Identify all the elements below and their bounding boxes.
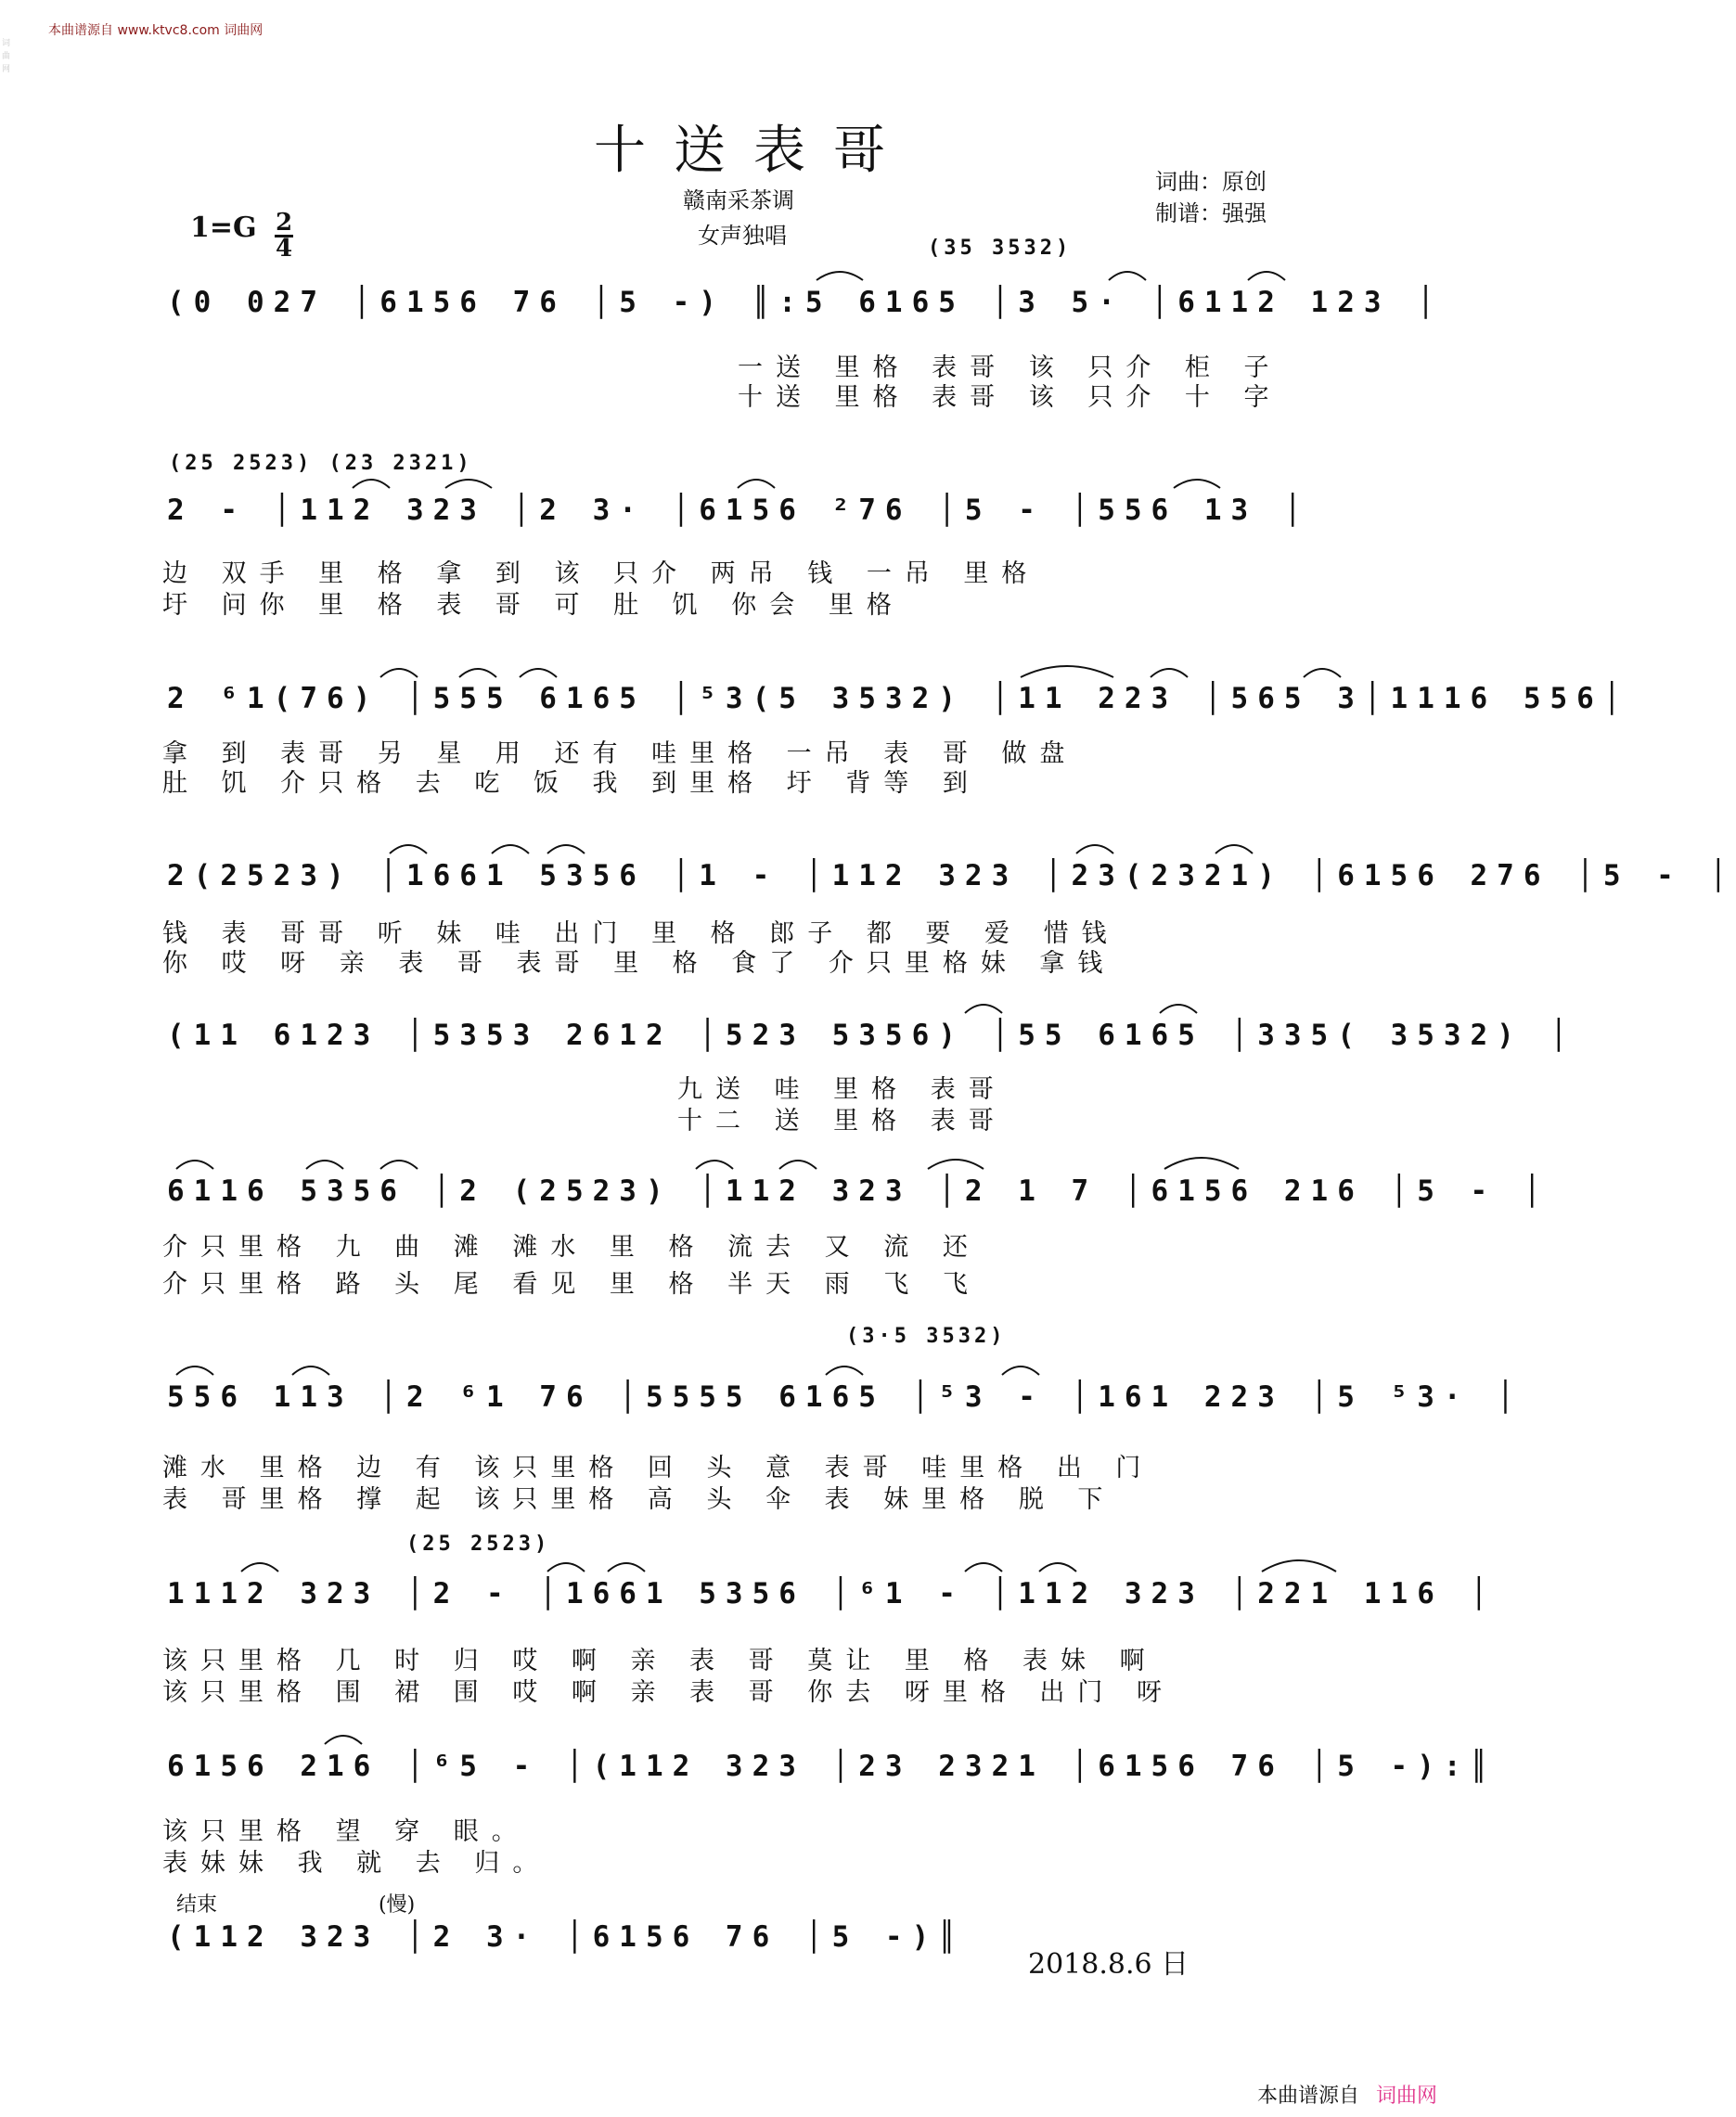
slur-mark <box>779 1161 817 1169</box>
grace-notes-1: (35 3532) <box>928 237 1073 260</box>
slur-mark <box>547 1563 585 1572</box>
slur-mark <box>492 845 529 853</box>
lyric-line-7a: 滩水 里格 边 有 该只里格 回 头 意 表哥 哇里格 出 门 <box>162 1454 1154 1482</box>
slur-mark <box>1248 272 1285 280</box>
footer-source: 本曲谱源自 <box>1257 2085 1360 2108</box>
slur-mark <box>965 1563 1002 1572</box>
lyric-line-3a: 拿 到 表哥 另 星 用 还有 哇里格 一吊 表 哥 做盘 <box>162 739 1078 768</box>
notation-line-2: 2 - │112 323 │2 3· │6156 ²76 │5 - │556 13 │ <box>167 494 1311 527</box>
slur-mark <box>1174 480 1220 488</box>
grace-notes-2: (25 2523) (23 2321) <box>169 452 473 475</box>
slur-mark <box>965 1005 1002 1013</box>
lyric-line-9a: 该只里格 望 穿 眼。 <box>162 1817 530 1846</box>
ending-label: 结束 <box>176 1893 218 1917</box>
slur-mark <box>380 1161 418 1169</box>
slur-mark <box>390 845 427 853</box>
slur-mark <box>1262 1560 1336 1572</box>
slur-mark <box>292 1366 329 1375</box>
tempo-marking: (慢) <box>379 1893 416 1917</box>
slur-mark <box>1151 669 1188 677</box>
slur-mark <box>547 845 585 853</box>
footer-site: 词曲网 <box>1376 2085 1438 2108</box>
slur-mark <box>696 1161 733 1169</box>
lyric-line-5b: 十二 送 里格 表哥 <box>677 1107 1007 1135</box>
slur-mark <box>608 1563 645 1572</box>
slur-mark <box>817 272 863 280</box>
side-watermark: 词曲网 <box>2 39 11 74</box>
lyric-line-1a: 一送 里格 表哥 该 只介 柜 子 <box>738 353 1282 382</box>
grace-notes-8: (25 2523) <box>406 1533 551 1556</box>
notation-line-5: (11 6123 │5353 2612 │523 5356) │55 6165 │335( 3532) │ <box>167 1019 1577 1052</box>
header-note: 本曲谱源自 www.ktvc8.com 词曲网 <box>48 23 264 38</box>
slur-mark <box>520 669 557 677</box>
performance-note: 女声独唱 <box>698 223 787 249</box>
slur-mark <box>325 1736 362 1744</box>
ending-notation: (112 323 │2 3· │6156 76 │5 -)║ <box>167 1920 965 1954</box>
slur-mark <box>1039 1563 1076 1572</box>
notation-line-9: 6156 216 │⁶5 - │(112 323 │23 2321 │6156 76 │5 -):║ <box>167 1750 1498 1783</box>
slur-mark <box>1160 1005 1197 1013</box>
lyric-line-4b: 你 哎 呀 亲 表 哥 表哥 里 格 食了 介只里格妹 拿钱 <box>162 949 1116 978</box>
slur-mark <box>459 669 496 677</box>
date-stamp: 2018.8.6 日 <box>1028 1948 1189 1981</box>
slur-mark <box>1215 845 1253 853</box>
slur-mark <box>380 669 418 677</box>
slur-mark <box>1076 845 1113 853</box>
slur-mark <box>1304 669 1341 677</box>
lyric-line-2b: 圩 问你 里 格 表 哥 可 肚 饥 你会 里格 <box>162 591 905 620</box>
credits-lyrics-music: 词曲：原创 <box>1155 169 1267 195</box>
lyric-line-1b: 十送 里格 表哥 该 只介 十 字 <box>738 383 1282 412</box>
notation-line-1: (0 027 │6156 76 │5 -) ║:5 6165 │3 5· │6112 123 │ <box>167 286 1444 319</box>
slur-mark <box>738 480 775 488</box>
notation-line-3: 2 ⁶1(76) │555 6165 │⁵3(5 3532) │11 223 │565 3│1116 556│ <box>167 682 1630 715</box>
lyric-line-8b: 该只里格 围 裙 围 哎 啊 亲 表 哥 你去 呀里格 出门 呀 <box>162 1678 1175 1707</box>
slur-mark <box>1021 666 1113 677</box>
grace-notes-7: (3·5 3532) <box>846 1325 1007 1348</box>
time-signature-bottom: 4 <box>275 235 293 263</box>
slur-mark <box>241 1563 278 1572</box>
slur-mark <box>176 1366 213 1375</box>
slur-mark <box>306 1161 343 1169</box>
slur-mark <box>176 1161 213 1169</box>
slur-mark <box>1109 272 1146 280</box>
slur-mark <box>928 1160 984 1169</box>
slur-mark <box>1164 1158 1239 1169</box>
slur-mark <box>826 1366 863 1375</box>
time-signature-top: 2 <box>275 209 293 237</box>
song-title: 十送表哥 <box>594 121 913 181</box>
lyric-line-4a: 钱 表 哥哥 听 妹 哇 出门 里 格 郎子 都 要 爱 惜钱 <box>162 919 1120 948</box>
notation-line-7: 556 113 │2 ⁶1 76 │5555 6165 │⁵3 - │161 223 │5 ⁵3· │ <box>167 1380 1524 1414</box>
slur-mark <box>353 480 390 488</box>
notation-line-8: 1112 323 │2 - │1661 5356 │⁶1 - │112 323 │221 116 │ <box>167 1577 1498 1610</box>
key-signature: 1=G <box>190 212 257 244</box>
slur-mark <box>445 480 492 488</box>
notation-line-4: 2(2523) │1661 5356 │1 - │112 323 │23(2321) │6156 276 │5 - │ <box>167 859 1736 892</box>
lyric-line-9b: 表妹妹 我 就 去 归。 <box>162 1849 551 1878</box>
lyric-line-8a: 该只里格 几 时 归 哎 啊 亲 表 哥 莫让 里 格 表妹 啊 <box>162 1647 1158 1675</box>
subtitle: 赣南采茶调 <box>683 187 794 213</box>
lyric-line-3b: 肚 饥 介只格 去 吃 饭 我 到里格 圩 背等 到 <box>162 769 981 798</box>
lyric-line-6a: 介只里格 九 曲 滩 滩水 里 格 流去 又 流 还 <box>162 1233 981 1262</box>
lyric-line-5a: 九送 哇 里格 表哥 <box>677 1075 1007 1104</box>
lyric-line-6b: 介只里格 路 头 尾 看见 里 格 半天 雨 飞 飞 <box>162 1270 981 1299</box>
lyric-line-7b: 表 哥里格 撑 起 该只里格 高 头 伞 表 妹里格 脱 下 <box>162 1485 1116 1514</box>
lyric-line-2a: 边 双手 里 格 拿 到 该 只介 两吊 钱 一吊 里格 <box>162 559 1040 588</box>
notation-line-6: 6116 5356 │2 (2523) │112 323 │2 1 7 │6156 216 │5 - │ <box>167 1174 1550 1208</box>
credits-arranger: 制谱：强强 <box>1155 200 1267 226</box>
slur-mark <box>1002 1366 1039 1375</box>
